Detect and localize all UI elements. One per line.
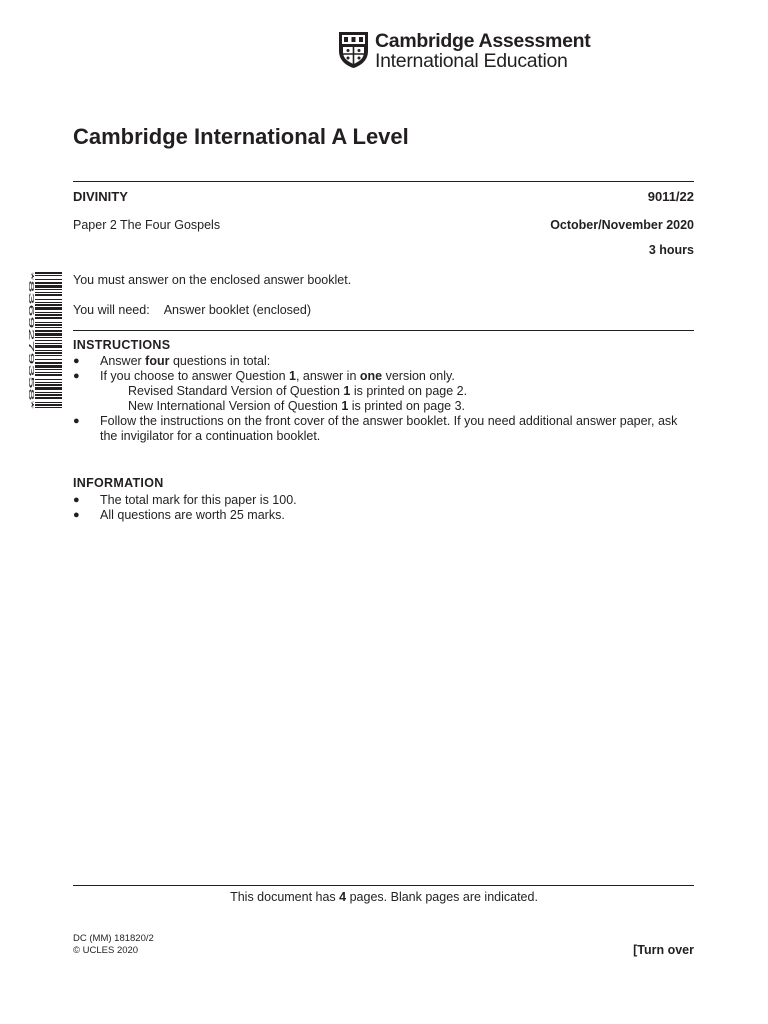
- barcode-bar: [35, 394, 62, 396]
- barcode-bar: [35, 392, 62, 393]
- divider-bottom: [73, 885, 694, 886]
- barcode-bar: [35, 384, 62, 386]
- barcode-bar: [35, 304, 62, 306]
- copyright: © UCLES 2020: [73, 945, 139, 956]
- barcode-bar: [35, 355, 62, 356]
- barcode-bar: [35, 314, 62, 316]
- barcode-bar: [35, 279, 62, 280]
- sub-item-rsv: Revised Standard Version of Question 1 is printed on page 2.: [128, 384, 468, 398]
- barcode-bar: [35, 387, 62, 390]
- page-count-note: This document has 4 pages. Blank pages are indicated.: [230, 890, 538, 904]
- barcode-bar: [35, 343, 62, 344]
- divider-middle: [73, 330, 694, 331]
- logo-line-2: International Education: [375, 50, 568, 72]
- barcode-bar: [35, 340, 62, 341]
- barcode-digits: *8369279358*: [27, 272, 35, 317]
- barcode-bar: [35, 275, 62, 276]
- barcode-bar: [35, 289, 62, 290]
- qualification-title: Cambridge International A Level: [73, 124, 409, 149]
- bullet: ●: [73, 370, 80, 382]
- barcode-bar: [35, 292, 62, 293]
- barcode-bar: [35, 372, 62, 373]
- barcode-bar: [35, 397, 62, 399]
- barcode-bar: [35, 352, 62, 354]
- barcode-bar: [35, 404, 62, 406]
- paper-title: Paper 2 The Four Gospels: [73, 218, 221, 232]
- barcode-bar: [35, 369, 62, 370]
- barcode-bar: [35, 333, 62, 336]
- information-heading: INFORMATION: [73, 476, 164, 490]
- barcode-bar: [35, 307, 62, 310]
- barcode-bar: [35, 402, 62, 403]
- bullet: ●: [73, 355, 80, 367]
- barcode-bar: [35, 312, 62, 313]
- information-list: [73, 493, 694, 523]
- list-item: ● The total mark for this paper is 100.: [73, 493, 297, 507]
- barcode-bar: [35, 362, 62, 364]
- logo-line-1: Cambridge Assessment: [375, 30, 591, 52]
- sub-item-niv: New International Version of Question 1 is printed on page 3.: [128, 399, 466, 413]
- divider-top: [73, 181, 694, 182]
- you-will-need: [73, 303, 311, 317]
- barcode-bar: [35, 379, 62, 380]
- list-item: ● Answer four questions in total:: [73, 354, 271, 368]
- exam-session: October/November 2020: [550, 218, 694, 232]
- need-value: Answer booklet (enclosed): [163, 303, 311, 317]
- barcode-bar: [35, 345, 62, 348]
- barcode-bar: [35, 294, 62, 296]
- barcode-bar: [35, 285, 62, 288]
- list-item: ● All questions are worth 25 marks.: [73, 508, 285, 522]
- barcode-bar: [35, 337, 62, 338]
- barcode-bar: [35, 359, 62, 360]
- instructions-heading: INSTRUCTIONS: [73, 338, 171, 352]
- subject-name: DIVINITY: [73, 189, 128, 204]
- instructions-list: [73, 354, 694, 444]
- barcode-bar: [35, 330, 62, 332]
- barcode-bars: [35, 272, 62, 409]
- barcode-bar: [35, 407, 62, 408]
- cambridge-logo: [338, 30, 591, 73]
- bullet: ●: [73, 509, 80, 521]
- turn-over-label: [Turn over: [633, 943, 694, 957]
- barcode-bar: [35, 350, 62, 351]
- barcode-bar: [35, 302, 62, 303]
- crest-icon: [338, 31, 369, 69]
- bullet: ●: [73, 415, 80, 427]
- exam-duration: 3 hours: [648, 243, 694, 257]
- list-item: ● Follow the instructions on the front cover of the answer booklet. If you need additional answer paper, ask the invigilator for a continuation booklet.: [73, 414, 678, 443]
- barcode-bar: [35, 322, 62, 323]
- barcode-bar: [35, 282, 62, 284]
- paper-code: 9011/22: [647, 189, 694, 204]
- barcode-bar: [35, 327, 62, 328]
- need-label: You will need:: [73, 303, 150, 317]
- document-code: [73, 933, 154, 957]
- barcode-bar: [35, 374, 62, 376]
- barcode-bar: [35, 272, 62, 274]
- barcode-bar: [35, 365, 62, 368]
- barcode-bar: [35, 382, 62, 383]
- barcode-bar: [35, 324, 62, 326]
- barcode-bar: [35, 299, 62, 300]
- answer-instruction: You must answer on the enclosed answer booklet.: [73, 273, 352, 287]
- barcode-bar: [35, 317, 62, 319]
- list-item: ● If you choose to answer Question 1, answer in one version only. Revised Standard Version of Question 1 is printed on page 2. New International Version of Question 1 is printed on page 3.: [73, 369, 694, 414]
- bullet: ●: [73, 494, 80, 506]
- dc-code: DC (MM) 181820/2: [73, 933, 154, 944]
